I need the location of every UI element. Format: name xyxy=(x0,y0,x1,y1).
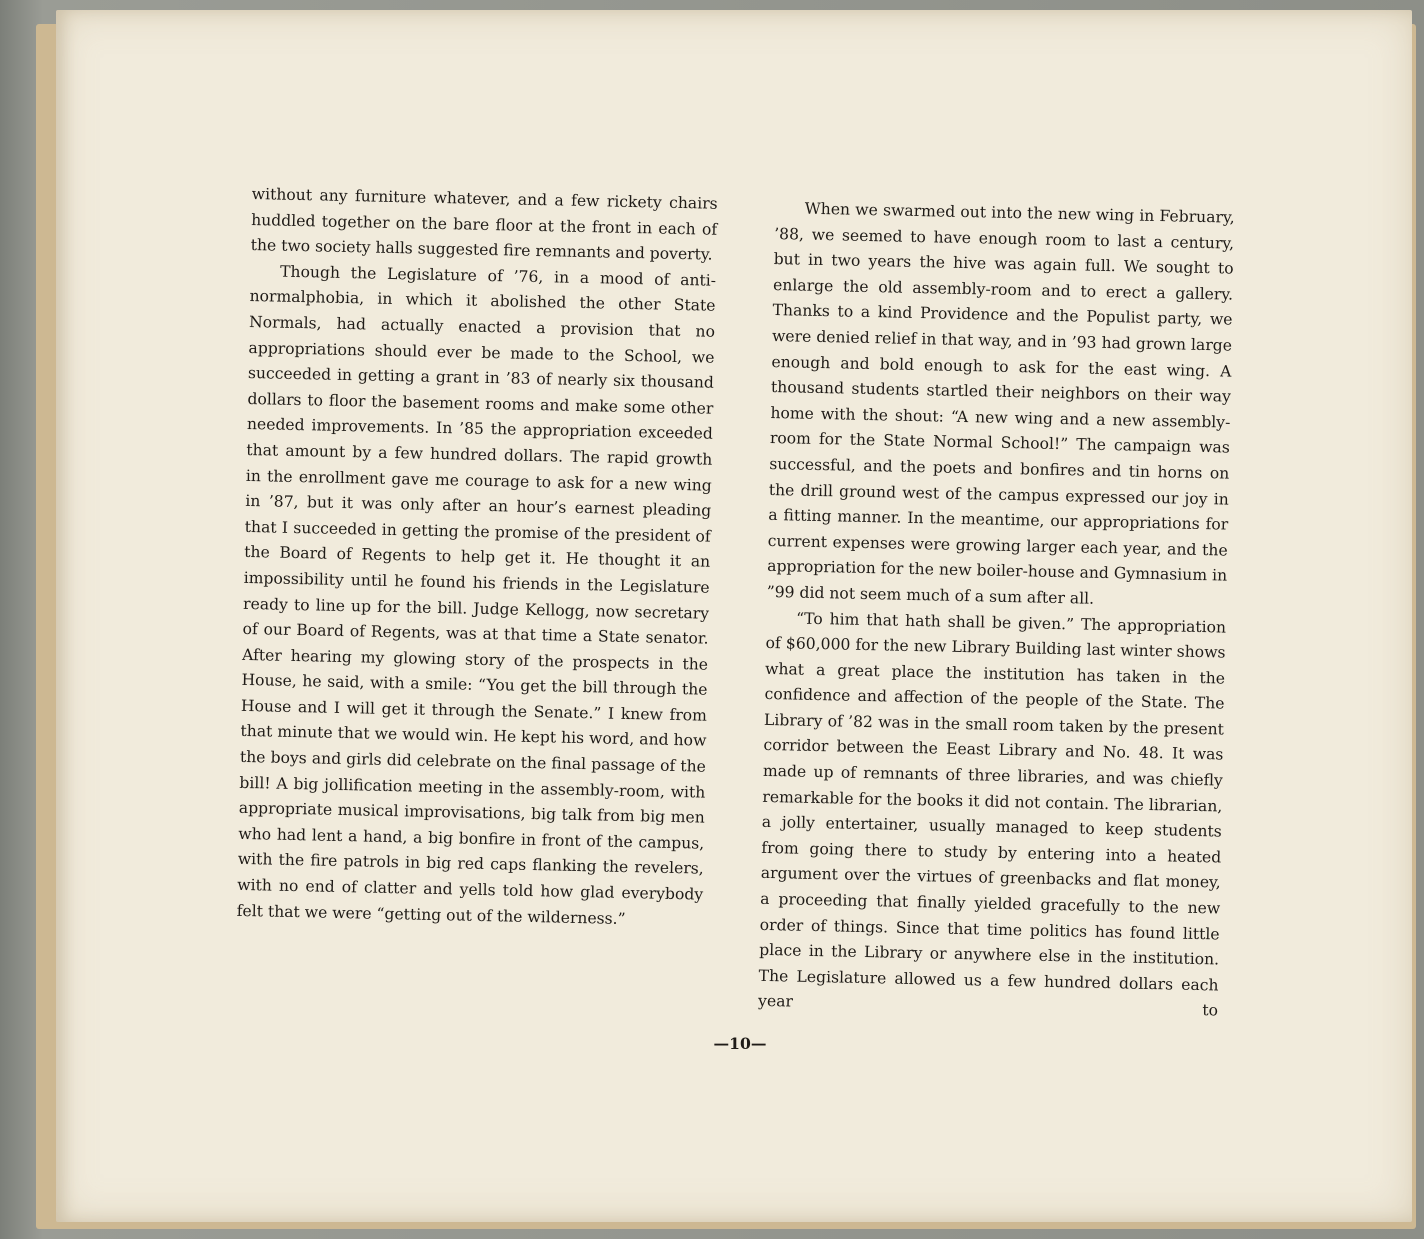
page-number: —10— xyxy=(713,1034,767,1053)
right-paragraph-1: When we swarmed out into the new wing in February, ’88, we seemed to have enough room to last a century, but in two years the hive was again full. We sought to enlarge the old assembly-room and to erect a gallery. Thanks to a kind Providence and the Populist party, we were denied relief in that way, and in ’93 had grown large enough and bold enough to ask for the east wing. A thousand students startled their neighbors on their way home with the shout: “A new wing and a new assembly-room for the State Normal School!” The campaign was successful, and the poets and bonfires and tin horns on the drill ground west of the campus expressed our joy in a fitting manner. In the meantime, our appropriations for current expenses were growing larger each year, and the appropriation for the new boiler-house and Gymnasium in ”99 did not seem much of a sum after all. xyxy=(766,199,1235,608)
left-paragraph-2: Though the Legislature of ’76, in a mood of anti-normalphobia, in which it abolished the other State Normals, had actually enacted a provision that no appropriations should ever be made to the School, we succeeded in getting a grant in ’83 of nearly six thousand dollars to floor the basement rooms and make some other needed improvements. In ’85 the appropriation exceeded that amount by a few hundred dollars. The rapid growth in the enrollment gave me courage to ask for a new wing in ’87, but it was only after an hour’s earnest pleading that I succeeded in getting the promise of the president of the Board of Regents to help get it. He thought it an impossibility until he found his friends in the Legislature ready to line up for the bill. Judge Kellogg, now secretary of our Board of Regents, was at that time a State senator. After hearing my glowing story of the prospects in the House, he said, with a smile: “You get the bill through the House and I will get it through the Senate.” I knew from that minute that we would win. He kept his word, and how the boys and girls did celebrate on the final passage of the bill! A big jollification meeting in the assembly-room, with appropriate musical improvisations, big talk from big men who had lent a hand, a big bonfire in front of the campus, with the fire patrols in big red caps flanking the revelers, with no end of clatter and yells told how glad everybody felt that we were “getting out of the wilderness.” xyxy=(236,262,717,928)
left-text-column xyxy=(236,182,717,934)
right-paragraph-2: “To him that hath shall be given.” The appropriation of $60,000 for the new Library Building last winter shows what a great place the institution has taken in the confidence and affection of the people of the State. The Library of ’82 was in the small room taken by the present corridor between the Eeast Library and No. 48. It was made up of remnants of three libraries, and was chiefly remarkable for the books it did not contain. The librarian, a jolly entertainer, usually managed to keep students from going there to study by entering into a heated argument over the virtues of greenbacks and flat money, a proceeding that finally yielded gracefully to the new order of things. Since that time politics has found little place in the Library or anywhere else in the institution. The Legislature allowed us a few hundred dollars each year to xyxy=(757,609,1227,1020)
right-text-column xyxy=(758,196,1235,1024)
left-paragraph-1: without any furniture whatever, and a few rickety chairs huddled together on the bare floor at the front in each of the two society halls suggested fire remnants and poverty. xyxy=(250,184,718,264)
